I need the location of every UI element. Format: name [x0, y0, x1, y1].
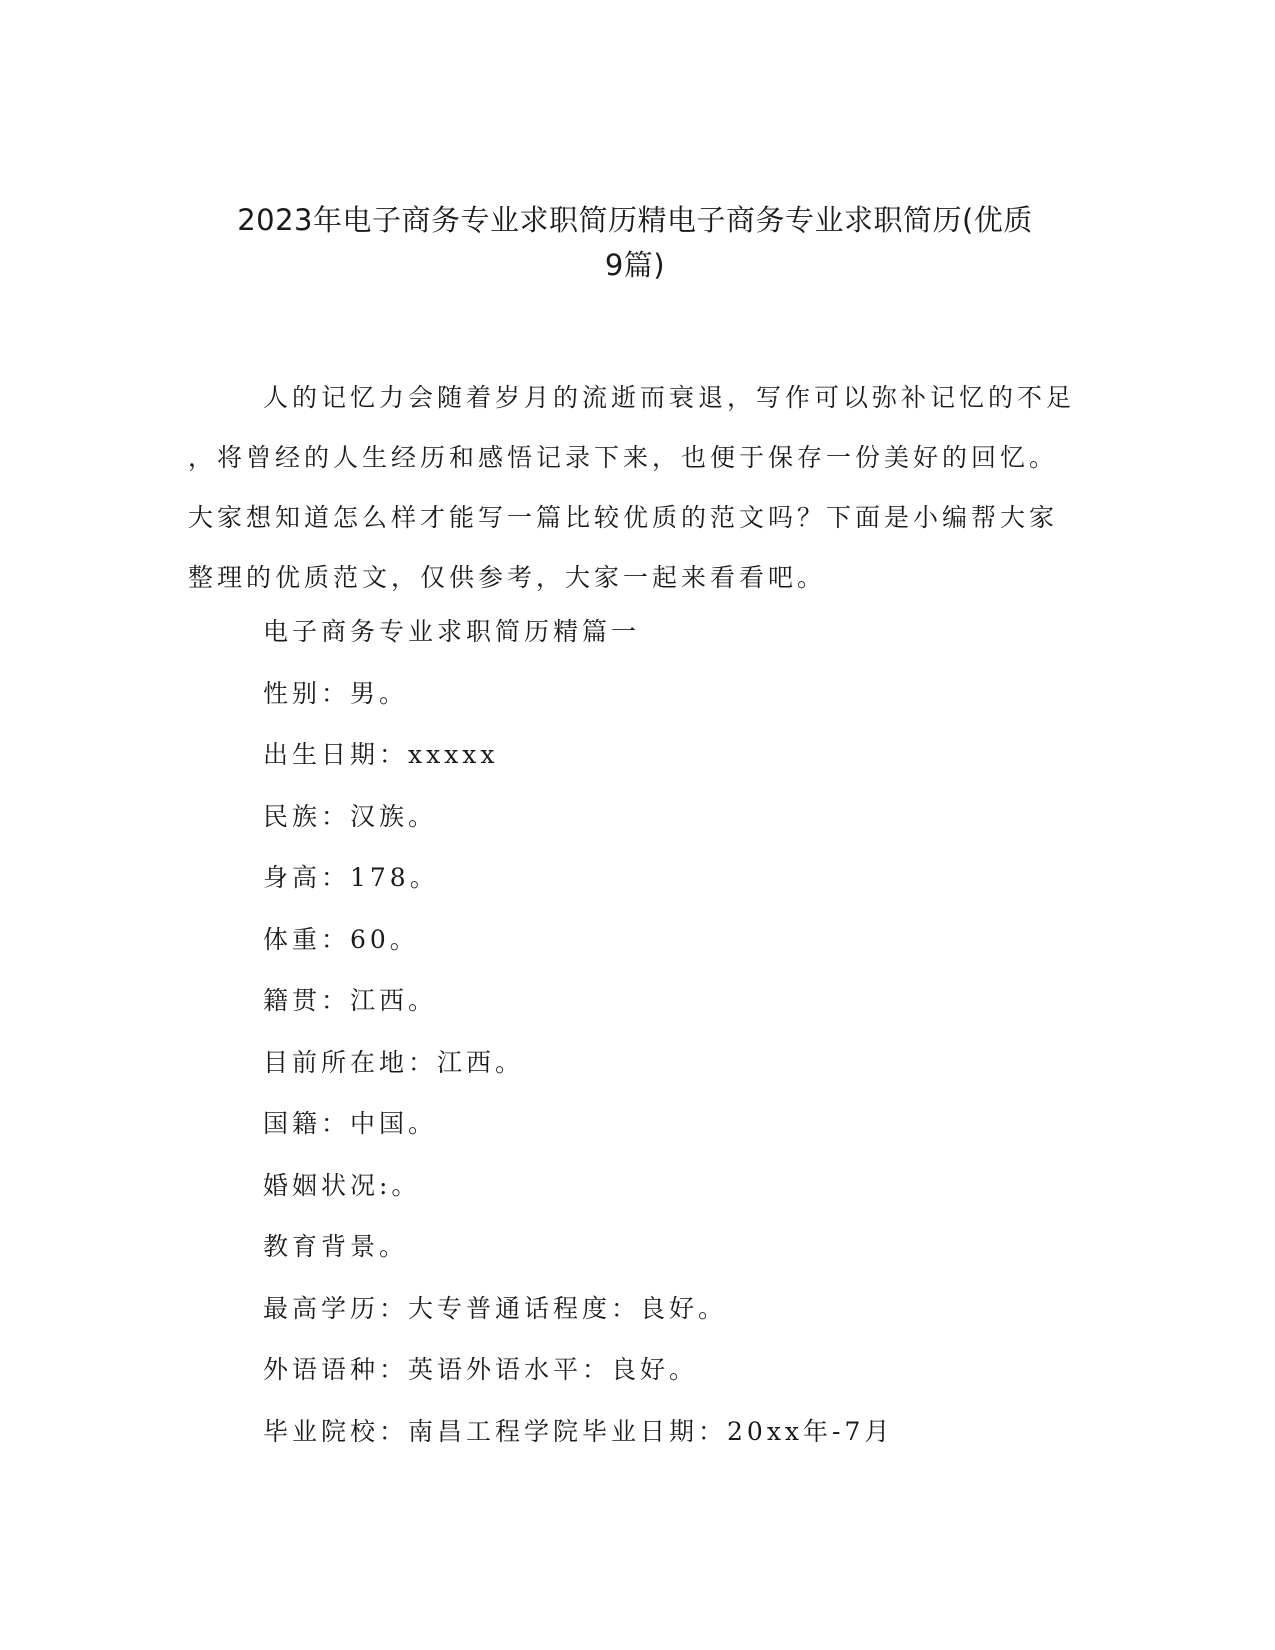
- field-weight: 体重：60。: [263, 924, 419, 954]
- intro-line: 大家想知道怎么样才能写一篇比较优质的范文吗？下面是小编帮大家: [188, 503, 1059, 532]
- field-education-heading: 教育背景。: [263, 1232, 409, 1261]
- section-heading: 电子商务专业求职简历精篇一: [263, 617, 641, 646]
- field-nationality: 国籍：中国。: [263, 1109, 438, 1138]
- intro-line: ，将曾经的人生经历和感悟记录下来，也便于保存一份美好的回忆。: [188, 443, 1059, 472]
- field-degree: 最高学历：大专普通话程度：良好。: [263, 1293, 728, 1323]
- intro-paragraph: [188, 368, 1076, 608]
- resume-content: [263, 612, 1083, 1473]
- title-line-2: 9篇): [604, 248, 666, 282]
- field-language: 外语语种：英语外语水平：良好。: [263, 1355, 699, 1384]
- document-title: [185, 198, 1085, 288]
- field-height: 身高：178。: [263, 863, 439, 892]
- field-gender: 性别：男。: [263, 678, 409, 708]
- intro-line: 人的记忆力会随着岁月的流逝而衰退，写作可以弥补记忆的不足: [263, 383, 1076, 412]
- field-ethnicity: 民族：汉族。: [263, 801, 438, 831]
- field-hometown: 籍贯：江西。: [263, 986, 438, 1015]
- field-location: 目前所在地：江西。: [263, 1047, 525, 1077]
- field-school: 毕业院校：南昌工程学院毕业日期：20xx年-7月: [263, 1416, 894, 1446]
- field-marital-status: 婚姻状况:。: [263, 1170, 421, 1200]
- intro-line: 整理的优质范文，仅供参考，大家一起来看看吧。: [188, 563, 827, 592]
- field-birthdate: 出生日期：xxxxx: [263, 740, 499, 769]
- title-line-1: 2023年电子商务专业求职简历精电子商务专业求职简历(优质: [237, 203, 1033, 237]
